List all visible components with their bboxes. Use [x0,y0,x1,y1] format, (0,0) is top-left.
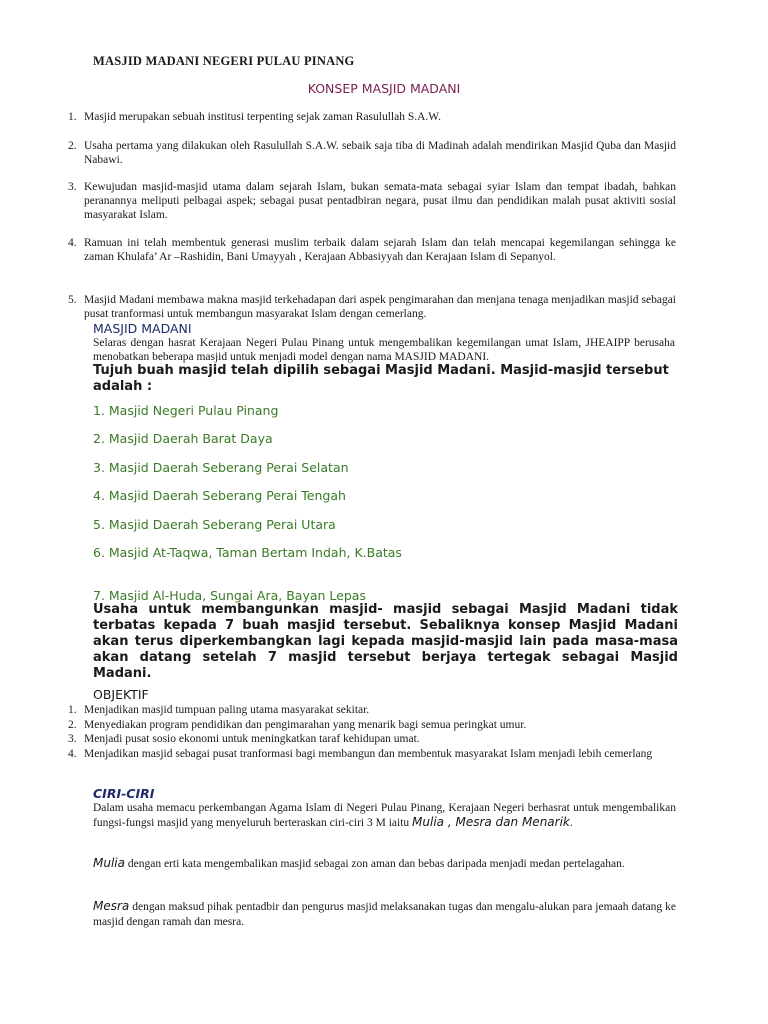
item-number: 4. [68,747,77,760]
mulia-word: Mulia [93,856,125,870]
ciri-end: . [569,817,573,829]
item-number: 2. [68,718,77,731]
tujuh-paragraph: Tujuh buah masjid telah dipilih sebagai Masjid Madani. Masjid-masjid tersebut adalah : [93,363,669,394]
list-item: 6. Masjid At-Taqwa, Taman Bertam Indah, K.Batas [93,545,402,560]
madani-heading: MASJID MADANI [93,321,192,336]
mesra-text: dengan maksud pihak pentadbir dan pengurus masjid melaksanakan tugas dan mengalu-alukan para jemaah datang ke masjid dengan ramah dan mesra. [93,901,676,928]
list-item [68,732,680,747]
item-text: Menjadikan masjid tumpuan paling utama masyarakat sekitar. [84,704,370,716]
item-text: Menjadikan masjid sebagai pusat tranformasi bagi membangun dan membentuk masyarakat Islam menjadi lebih cemerlang [84,747,653,760]
item-number: 5. [68,294,77,306]
document-title: MASJID MADANI NEGERI PULAU PINANG [93,54,355,68]
usaha-paragraph: Usaha untuk membangunkan masjid- masjid sebagai Masjid Madani tidak terbatas kepada 7 buah masjid tersebut. Sebaliknya konsep Masjid Madani akan terus diperkembangkan lagi kepada masjid-masjid lain pada masa-masa akan datang setelah 7 masjid tersebut berjaya tertegak sebagai Masjid Madani. [93,602,678,681]
intro-item-2 [68,139,676,181]
item-text: Masjid merupakan sebuah institusi terpenting sejak zaman Rasulullah S.A.W. [84,111,441,123]
objektif-heading: OBJEKTIF [93,687,149,702]
item-number: 4. [68,237,77,249]
list-item: 5. Masjid Daerah Seberang Perai Utara [93,517,336,532]
selaras-paragraph: Selaras dengan hasrat Kerajaan Negeri Pulau Pinang untuk mengembalikan kegemilangan umat Islam, JHEAIPP berusaha menobatkan beberapa masjid untuk menjadi model dengan nama MASJID MADANI. [93,337,675,363]
list-item [68,747,680,762]
ciri-italic: Mulia , Mesra dan Menarik [412,815,570,829]
list-item: 2. Masjid Daerah Barat Daya [93,431,273,446]
intro-item-4 [68,236,676,278]
item-text: Kewujudan masjid-masjid utama dalam sejarah Islam, bukan semata-mata sebagai syiar Islam dan tempat ibadah, bahkan peranannya meliputi pelbagai aspek; sebagai pusat pentadbiran negara, pusat ilmu dan pendidikan malah pusat aktiviti sosial masyarakat Islam. [84,181,676,221]
item-text: Menyediakan program pendidikan dan pengimarahan yang menarik bagi semua peringkat umur. [84,718,527,731]
list-item: 3. Masjid Daerah Seberang Perai Selatan [93,460,349,475]
list-item: 1. Masjid Negeri Pulau Pinang [93,403,279,418]
mesra-word: Mesra [93,899,130,913]
item-text: Usaha pertama yang dilakukan oleh Rasulullah S.A.W. sebaik saja tiba di Madinah adalah mendirikan Masjid Quba dan Masjid Nabawi. [84,140,676,166]
mulia-text: dengan erti kata mengembalikan masjid sebagai zon aman dan bebas daripada menjadi medan pertelagahan. [124,858,625,870]
mesra-paragraph [93,899,676,930]
list-item [68,703,680,718]
concept-heading: KONSEP MASJID MADANI [307,81,461,96]
item-number: 3. [68,181,77,193]
ciri-text: Dalam usaha memacu perkembangan Agama Islam di Negeri Pulau Pinang, Kerajaan Negeri berhasrat untuk mengembalikan fungsi-fungsi masjid yang menyeluruh berteraskan ciri-ciri 3 M iaitu [93,802,676,829]
item-text: Menjadi pusat sosio ekonomi untuk meningkatkan taraf kehidupan umat. [84,733,420,745]
list-item: 4. Masjid Daerah Seberang Perai Tengah [93,488,346,503]
item-number: 1. [68,704,77,716]
item-text: Masjid Madani membawa makna masjid terkehadapan dari aspek pengimarahan dan menjana tenaga menjadikan masjid sebagai pusat tranformasi untuk membangun masyarakat Islam dengan cemerlang. [84,294,676,320]
objectives-list [68,703,680,761]
ciri-paragraph [93,801,676,830]
item-number: 3. [68,733,77,745]
mulia-paragraph [93,856,676,872]
item-text: Ramuan ini telah membentuk generasi muslim terbaik dalam sejarah Islam dan telah mencapai kegemilangan sehingga ke zaman Khulafa’ Ar –Rashidin, Bani Umayyah , Kerajaan Abbasiyyah dan Kerajaan Islam di Sepanyol. [84,237,676,263]
item-number: 1. [68,111,77,123]
intro-item-1 [68,110,676,138]
intro-item-3 [68,180,676,236]
list-item: 7. Masjid Al-Huda, Sungai Ara, Bayan Lepas [93,588,366,603]
item-number: 2. [68,140,77,152]
ciri-heading: CIRI-CIRI [93,786,155,801]
list-item [68,718,680,733]
